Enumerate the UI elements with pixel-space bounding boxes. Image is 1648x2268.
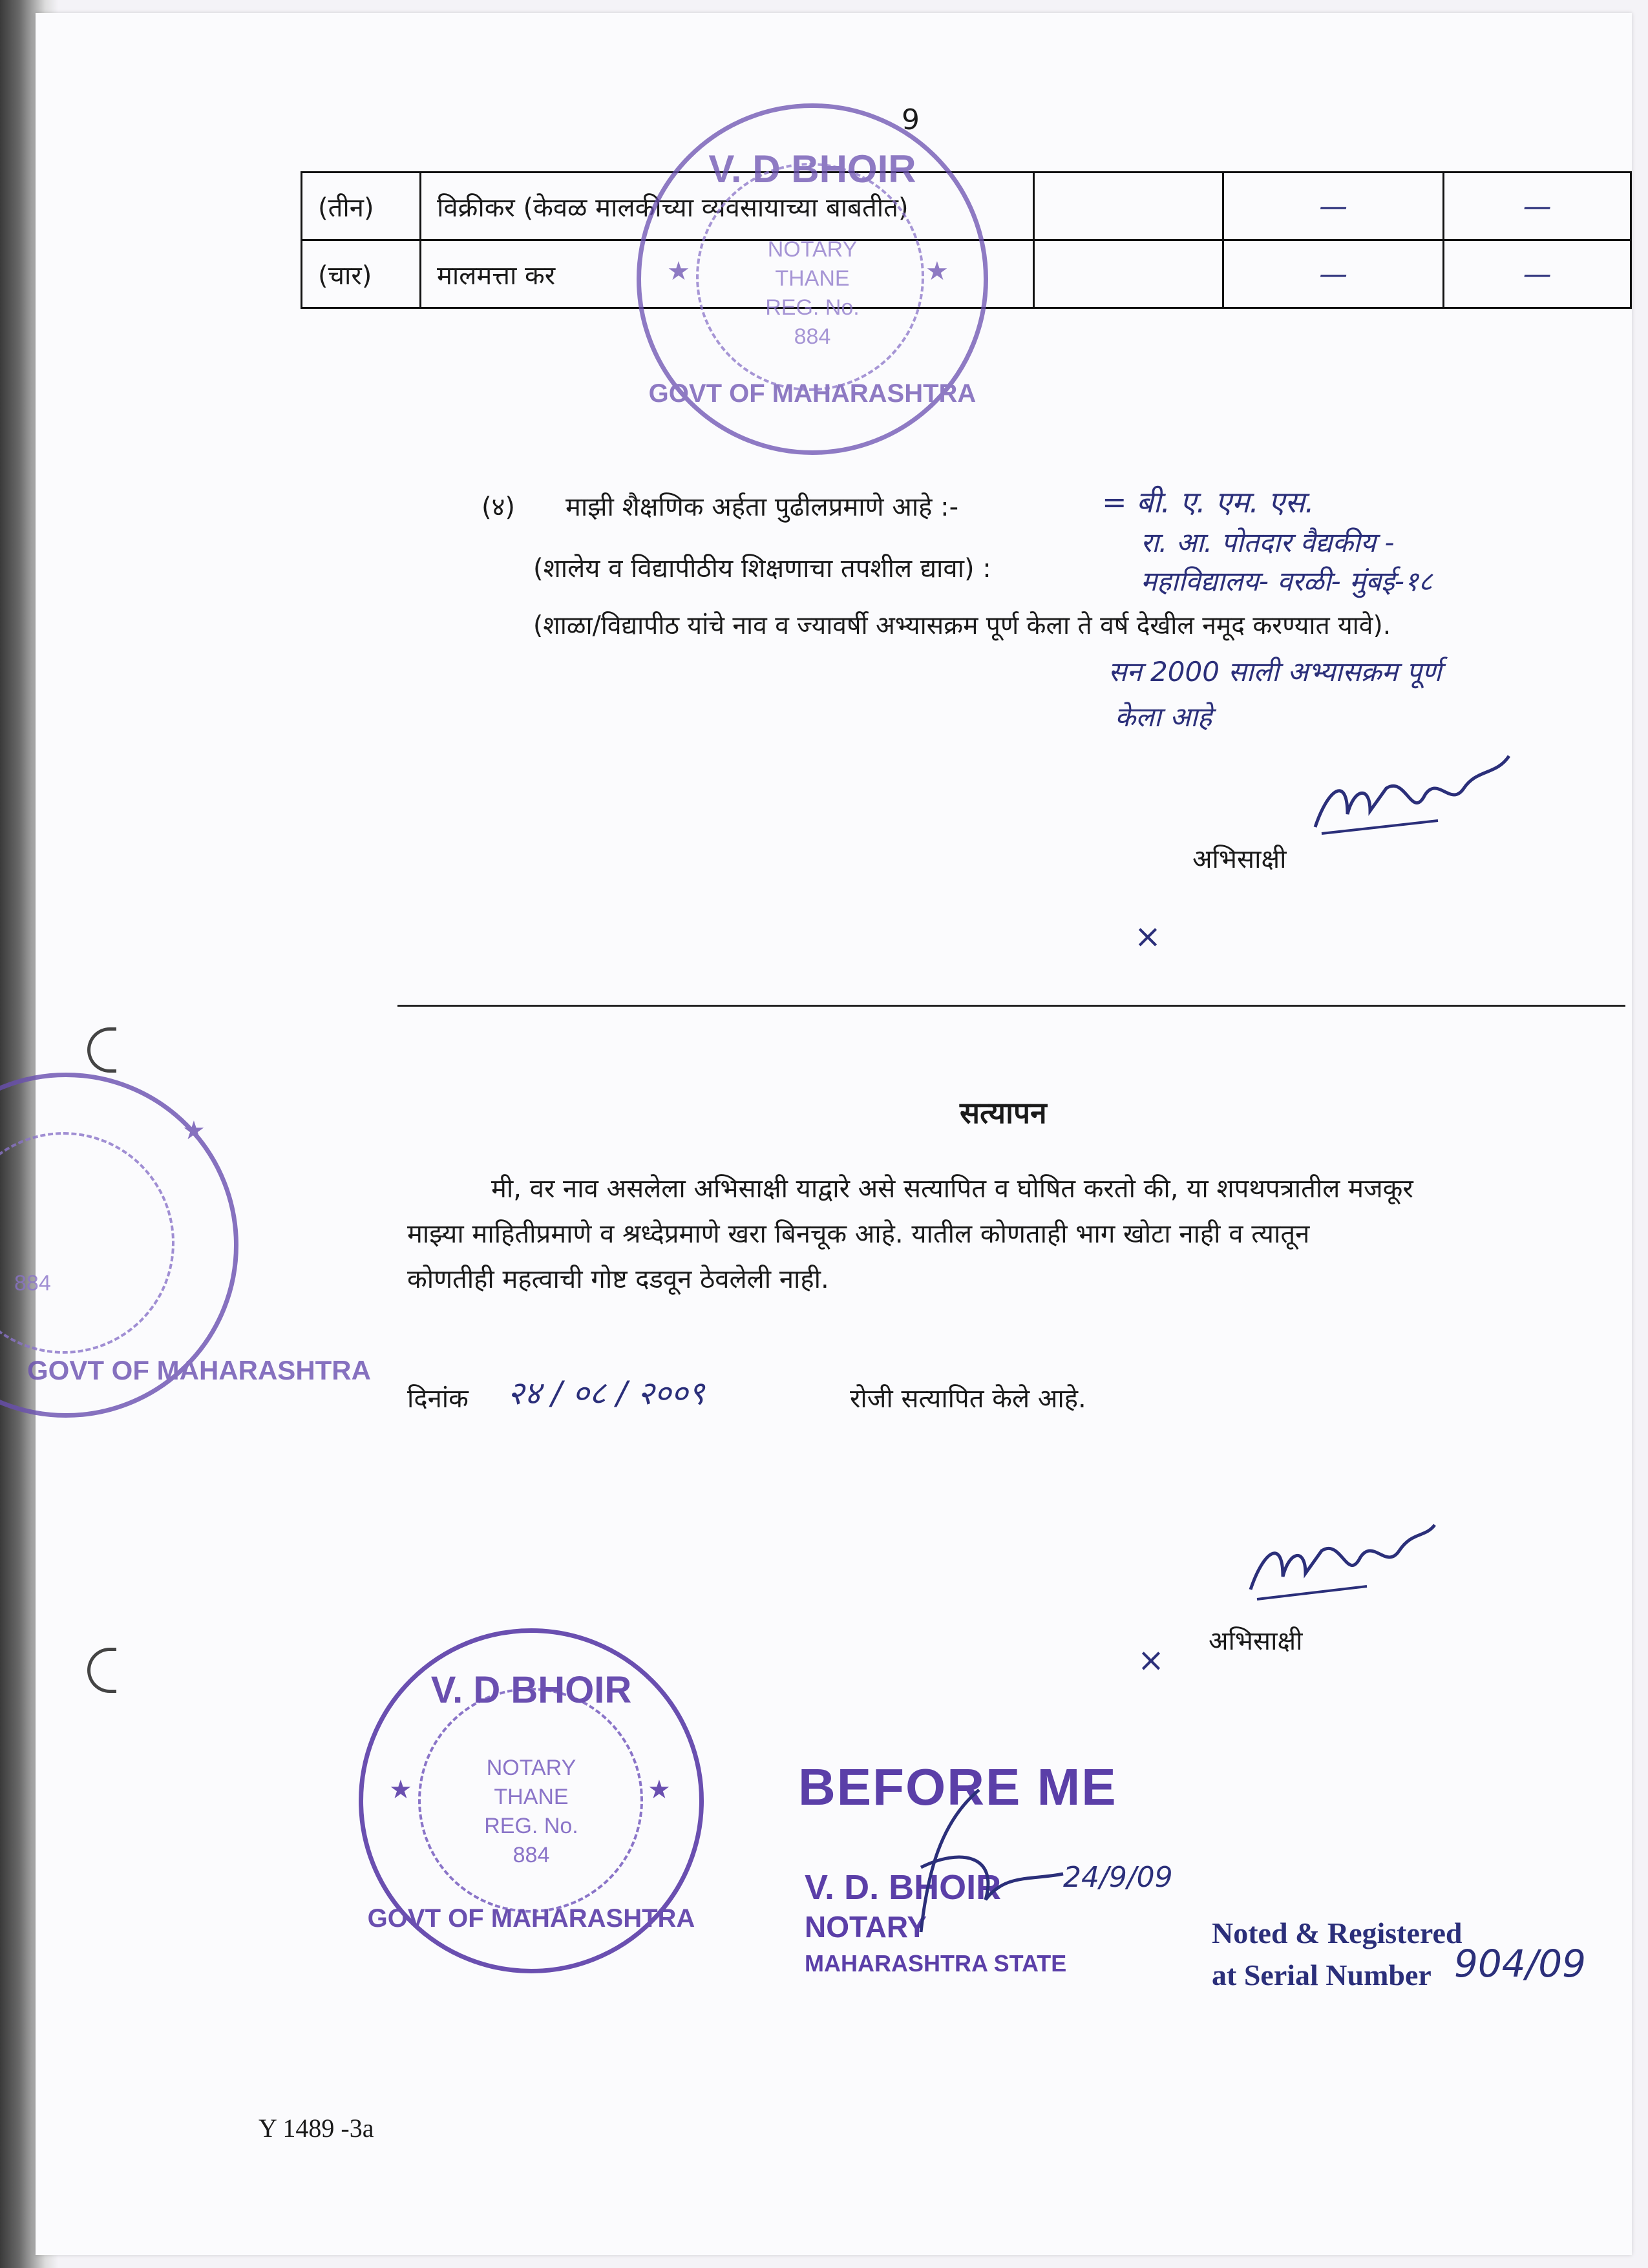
deponent-signature bbox=[1309, 750, 1516, 846]
row-cell: — bbox=[1444, 240, 1631, 308]
registration-label: at Serial Number bbox=[1212, 1958, 1431, 1991]
row-cell: — bbox=[1444, 173, 1631, 240]
page-number: 9 bbox=[902, 103, 920, 136]
date-label: दिनांक bbox=[407, 1384, 469, 1414]
before-me-title: BEFORE ME bbox=[798, 1758, 1117, 1816]
education-question: माझी शैक्षणिक अर्हता पुढीलप्रमाणे आहे :- bbox=[565, 492, 959, 522]
notary-name: V. D. BHOIR bbox=[805, 1868, 1002, 1907]
handwritten-completion-suffix: केला आहे bbox=[1115, 701, 1212, 733]
notary-state: MAHARASHTRA STATE bbox=[805, 1950, 1067, 1977]
verification-title: सत्यापन bbox=[960, 1095, 1047, 1130]
deponent-signature bbox=[1244, 1518, 1438, 1609]
row-cell bbox=[1034, 173, 1223, 240]
handwritten-completion-year: सन 2000 साली अभ्यासक्रम पूर्ण bbox=[1108, 656, 1442, 688]
row-label: विक्रीकर (केवळ मालकीच्या व्यवसायाच्या बाबतीत) bbox=[421, 173, 1034, 240]
notary-role: NOTARY bbox=[805, 1910, 927, 1944]
hole-punch-mark bbox=[87, 1027, 116, 1073]
hole-punch-mark bbox=[87, 1648, 116, 1693]
row-cell bbox=[1034, 240, 1223, 308]
row-cell: — bbox=[1223, 240, 1444, 308]
serial-number: 904/09 bbox=[1454, 1942, 1587, 1986]
row-cell: — bbox=[1223, 173, 1444, 240]
education-item-number: (४) bbox=[481, 492, 516, 522]
deponent-label: अभिसाक्षी bbox=[1209, 1626, 1303, 1656]
verification-paragraph-line: मी, वर नाव असलेला अभिसाक्षी याद्वारे असे सत्यापित व घोषित करतो की, या शपथपत्रातील मजकूर bbox=[491, 1174, 1413, 1204]
registration-label: Noted & Registered bbox=[1212, 1916, 1463, 1949]
notary-seal-left-partial: 884 GOVT OF MAHARASHTRA ★ bbox=[0, 1073, 238, 1418]
handwritten-qualification: = बी. ए. एम. एस. bbox=[1102, 485, 1315, 520]
row-number: (चार) bbox=[302, 240, 421, 308]
divider bbox=[397, 1005, 1625, 1007]
education-instruction-year: (शाळा/विद्यापीठ यांचे नाव व ज्यावर्षी अभ्यासक्रम पूर्ण केला ते वर्ष देखील नमूद करण्यात यावे). bbox=[533, 611, 1391, 640]
row-number: (तीन) bbox=[302, 173, 421, 240]
mark: × bbox=[1137, 1641, 1165, 1679]
handwritten-college-address: महाविद्यालय- वरळी- मुंबई-१८ bbox=[1141, 565, 1433, 597]
form-code: Y 1489 -3a bbox=[259, 2114, 374, 2143]
mark: × bbox=[1134, 918, 1161, 955]
date-suffix: रोजी सत्यापित केले आहे. bbox=[850, 1384, 1086, 1414]
notary-seal-bottom: V. D BHOIR NOTARY THANE REG. No. 884 GOVT OF MAHARASHTRA ★ ★ bbox=[359, 1628, 704, 1973]
handwritten-college: रा. आ. पोतदार वैद्यकीय - bbox=[1141, 527, 1395, 558]
notary-seal-top: V. D BHOIR NOTARY THANE REG. No. 884 GOVT OF MAHARASHTRA ★ ★ bbox=[637, 103, 988, 455]
handwritten-date: २४ / ०८ / २००९ bbox=[507, 1374, 705, 1412]
verification-paragraph-line: कोणतीही महत्वाची गोष्ट दडवून ठेवलेली नाही. bbox=[407, 1265, 829, 1294]
notary-sign-date: 24/9/09 bbox=[1063, 1861, 1173, 1894]
document-page bbox=[14, 13, 1632, 2255]
deponent-label: अभिसाक्षी bbox=[1192, 845, 1287, 874]
education-instruction: (शालेय व विद्यापीठीय शिक्षणाचा तपशील द्यावा) : bbox=[533, 554, 991, 583]
notary-signature bbox=[902, 1783, 1070, 1945]
verification-paragraph-line: माझ्या माहितीप्रमाणे व श्रध्देप्रमाणे खरा बिनचूक आहे. यातील कोणताही भाग खोटा नाही व त्यातून bbox=[407, 1219, 1310, 1249]
row-label: मालमत्ता कर bbox=[421, 240, 1034, 308]
